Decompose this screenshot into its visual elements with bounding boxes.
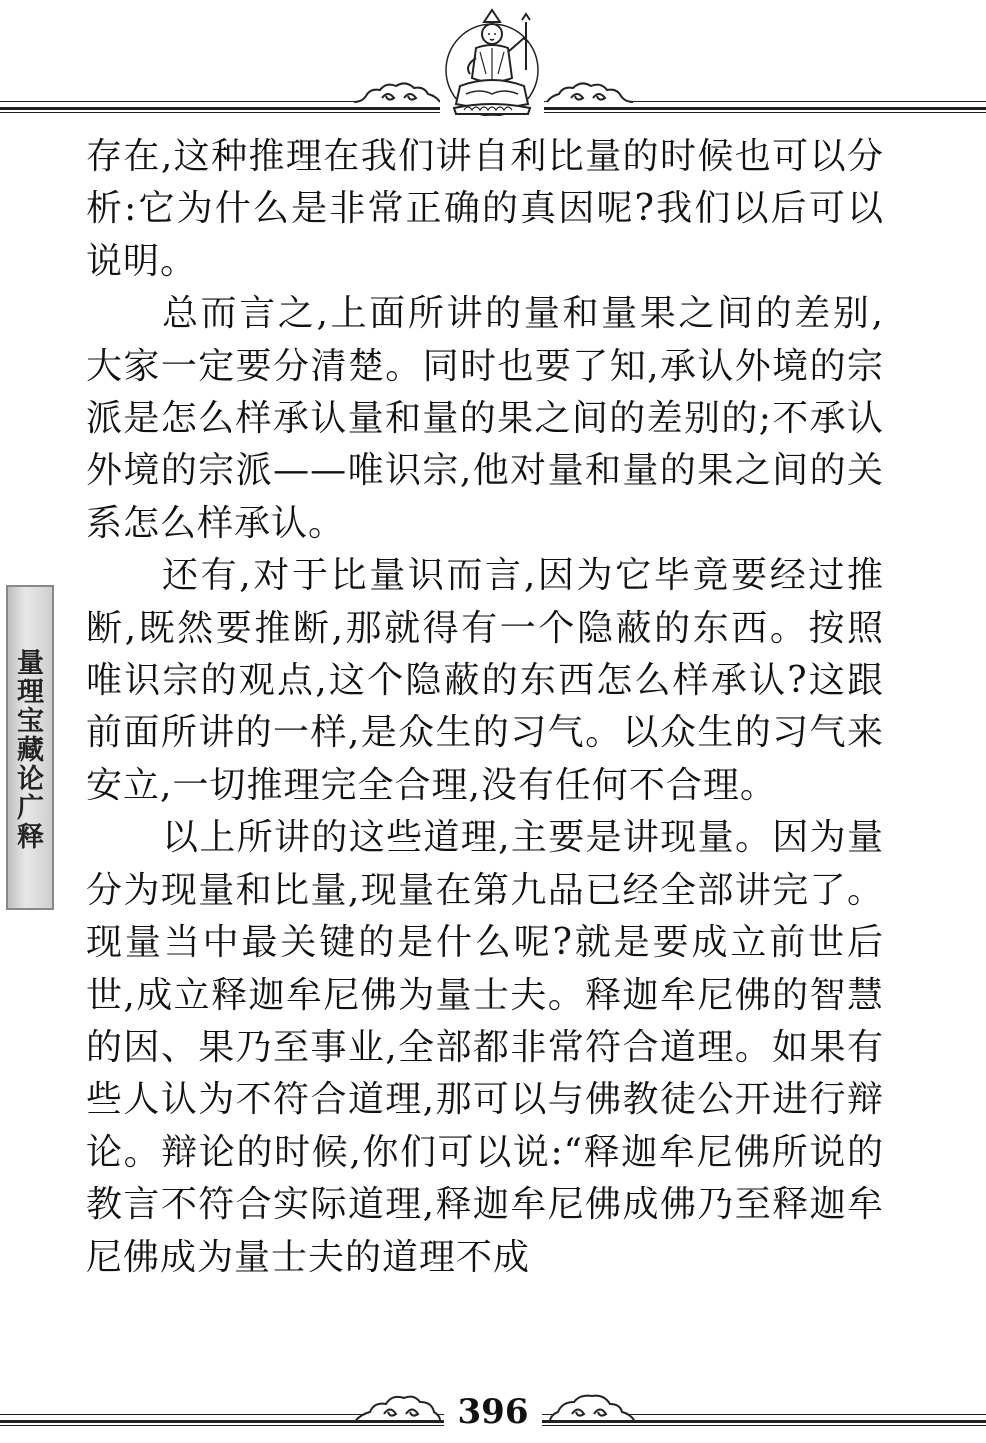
page-body-text: [86, 131, 884, 1284]
paragraph: 以上所讲的这些道理,主要是讲现量。因为量分为现量和比量,现量在第九品已经全部讲完了。现量当中最关键的是什么呢?就是要成立前世后世,成立释迦牟尼佛为量士夫。释迦牟尼佛的智慧的因、果乃至事业,全部都非常符合道理。如果有些人认为不符合道理,那可以与佛教徒公开进行辩论。辩论的时候,你们可以说:“释迦牟尼佛所说的教言不符合实际道理,释迦牟尼佛成佛乃至释迦牟尼佛成为量士夫的道理不成: [86, 817, 884, 1278]
auspicious-cloud-icon: [354, 1390, 442, 1424]
paragraph: 存在,这种推理在我们讲自利比量的时候也可以分析:它为什么是非常正确的真因呢?我们以后可以说明。: [86, 136, 884, 282]
seated-deity-figure-icon: [440, 8, 544, 116]
auspicious-cloud-icon: [548, 1390, 636, 1424]
book-title-vertical: 量理宝藏论广释: [12, 647, 43, 851]
page-number: 396: [444, 1392, 542, 1432]
paragraph: 总而言之,上面所讲的量和量果之间的差别,大家一定要分清楚。同时也要了知,承认外境的宗派是怎么样承认量和量的果之间的差别的;不承认外境的宗派——唯识宗,他对量和量的果之间的关系怎么样承认。: [86, 293, 884, 544]
paragraph: 还有,对于比量识而言,因为它毕竟要经过推断,既然要推断,那就得有一个隐蔽的东西。按照唯识宗的观点,这个隐蔽的东西怎么样承认?这跟前面所讲的一样,是众生的习气。以众生的习气来安立,一切推理完全合理,没有任何不合理。: [86, 555, 884, 806]
auspicious-cloud-icon: [545, 80, 635, 106]
book-title-side-tab: [6, 585, 54, 910]
auspicious-cloud-icon: [352, 80, 442, 106]
